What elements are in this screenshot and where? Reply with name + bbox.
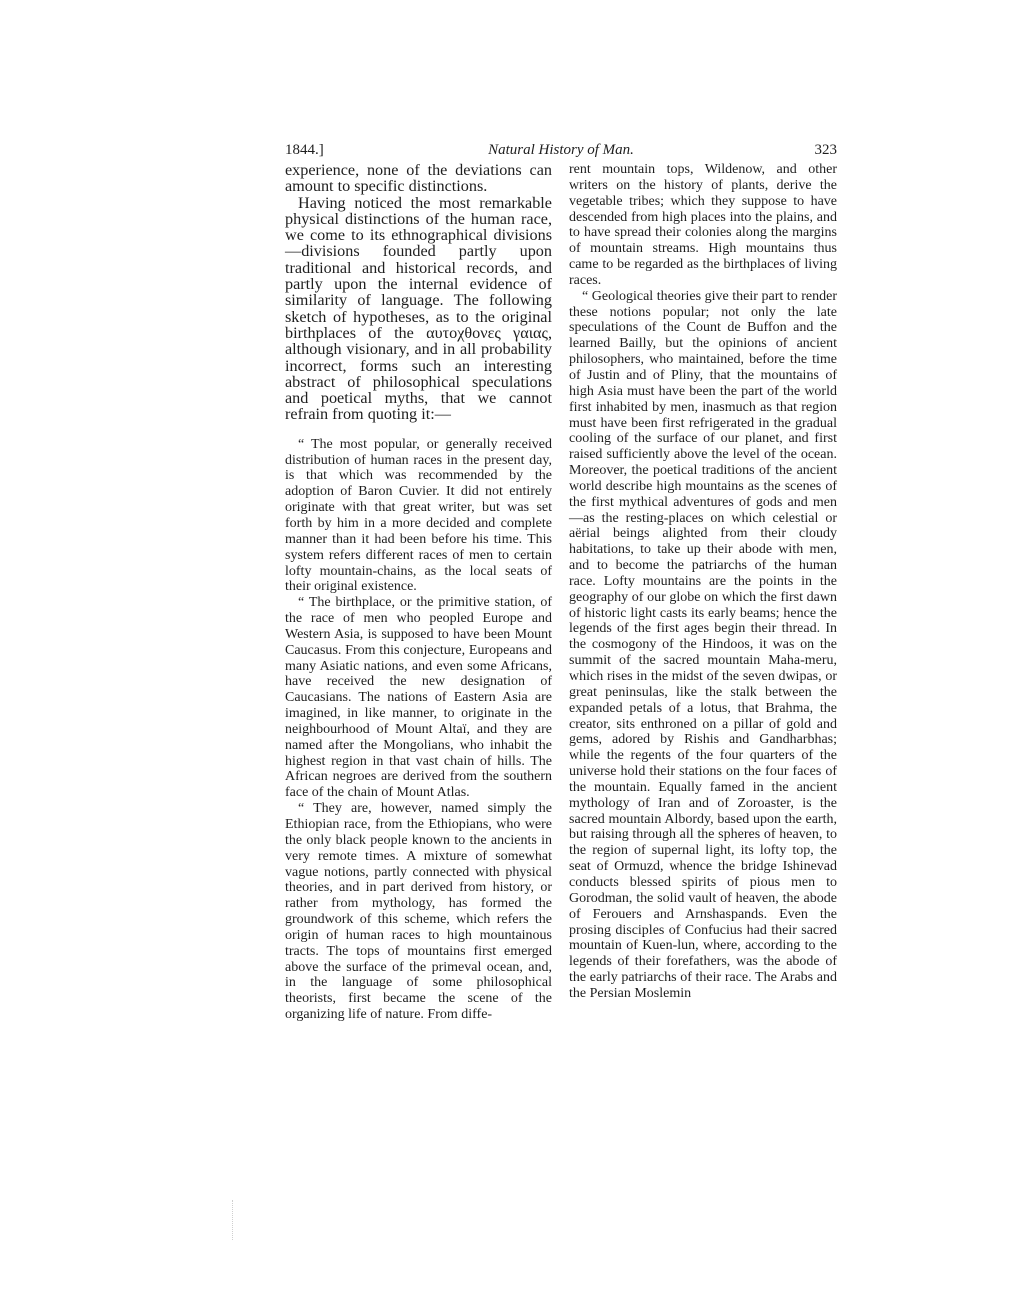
page xyxy=(285,140,837,1023)
right-column xyxy=(569,162,837,1002)
page-number: 323 xyxy=(814,142,837,158)
right-paragraph-1: rent mountain tops, Wildenow, and other writers on the history of plants, derive the vegetable tribes; which they suppose to have descended from high places into the plains, and to have spread their colonies along the margins of mountain streams. High mountains thus came to be regarded as the birthplaces of living races. xyxy=(569,162,837,288)
left-paragraph-2: Having noticed the most remarkable physical distinctions of the human race, we come to its ethnographical divisions—divisions founded partly upon traditional and historical records, and partly upon the internal evidence of similarity of language. The following sketch of hypotheses, as to the original birthplaces of the αυτοχθονες γαιας, although visionary, and in all probability incorrect, forms such an interesting abstract of philosophical speculations and poetical myths, that we cannot refrain from quoting it:— xyxy=(285,193,552,424)
running-head-title: Natural History of Man. xyxy=(488,142,634,158)
left-quote-2: “ The birthplace, or the primitive station, of the race of men who peopled Europe and Western Asia, is supposed to have been Mount Caucasus. From this conjecture, Europeans and many Asiatic nations, and even some Africans, have received the new designation of Caucasians. The nations of Eastern Asia are imagined, in like manner, to originate in the neighbourhood of Mount Altaï, and they are named after the Mongolians, who inhabit the highest region in that vast chain of hills. The African negroes are derived from the southern face of the chain of Mount Atlas. xyxy=(285,595,552,801)
running-head-year: 1844.] xyxy=(285,142,324,158)
left-column xyxy=(285,162,552,1023)
right-paragraph-2: “ Geological theories give their part to render these notions popular; not only the late speculations of the Count de Buffon and the learned Bailly, but the opinions of ancient philosophers, who maintained, before the time of Justin and of Pliny, that the mountains of high Asia must have been the part of the world first inhabited by men, inasmuch as that region must have been first refrigerated in the gradual cooling of the surface of our planet, and first raised sufficiently above the level of the ocean. Moreover, the poetical traditions of the ancient world describe high mountains as the scenes of the first mythical adventures of gods and men—as the resting-places on which celestial or aërial beings alighted from their cloudy habitations, to take up their abode with men, and to become the patriarchs of the human race. Lofty mountains are the points in the geography of our globe on which the first dawn of historic light casts its early beams; hence the legends of the first ages begin their thread. In the cosmogony of the Hindoos, it was on the summit of the sacred mountain Maha-meru, which rises in the midst of the seven dwipas, or great peninsulas, like the stalk between the expanded petals of a lotus, that Brahma, the creator, sits enthroned on a pillar of gold and gems, adored by Rishis and Gandharbhas; while the regents of the four quarters of the universe hold their stations on the four faces of the mountain. Equally famed in the ancient mythology of Iran and of Zoroaster, is the sacred mountain Albordy, based upon the earth, but raising through all the spheres of heaven, to the region of supernal light, its lofty top, the seat of Ormuzd, whence the bridge Ishinevad conducts blessed spirits of pious men to Gorodman, the solid vault of heaven, the abode of Ferouers and Arnshaspands. Even the prosing disciples of Confucius had their sacred mountain of Kuen-lun, where, according to the legends of their forefathers, was the abode of the early patriarchs of their race. The Arabs and the Persian Moslemin xyxy=(569,288,837,1001)
gutter-marks xyxy=(232,1200,243,1240)
left-paragraph-1: experience, none of the deviations can amount to specific distinctions. xyxy=(285,161,552,196)
left-quote-3: “ They are, however, named simply the Ethiopian race, from the Ethiopians, who were the only black people known to the ancients in very remote times. A mixture of somewhat vague notions, partly connected with physical theories, and in part derived from history, or rather from mythology, has formed the groundwork of this scheme, which refers the origin of human races to high mountainous tracts. The tops of mountains first emerged above the surface of the primeval ocean, and, in the language of some philosophical theorists, first became the scene of the organizing life of nature. From diffe- xyxy=(285,801,552,1023)
left-quote-1: “ The most popular, or generally received distribution of human races in the present day, is that which was recommended by the adoption of Baron Cuvier. It did not entirely originate with that great writer, but was set forth by him in a more decided and complete manner than it had been before his time. This system refers different races of men to certain lofty mountain-chains, as the local seats of their original existence. xyxy=(285,436,552,595)
running-head xyxy=(285,140,837,160)
